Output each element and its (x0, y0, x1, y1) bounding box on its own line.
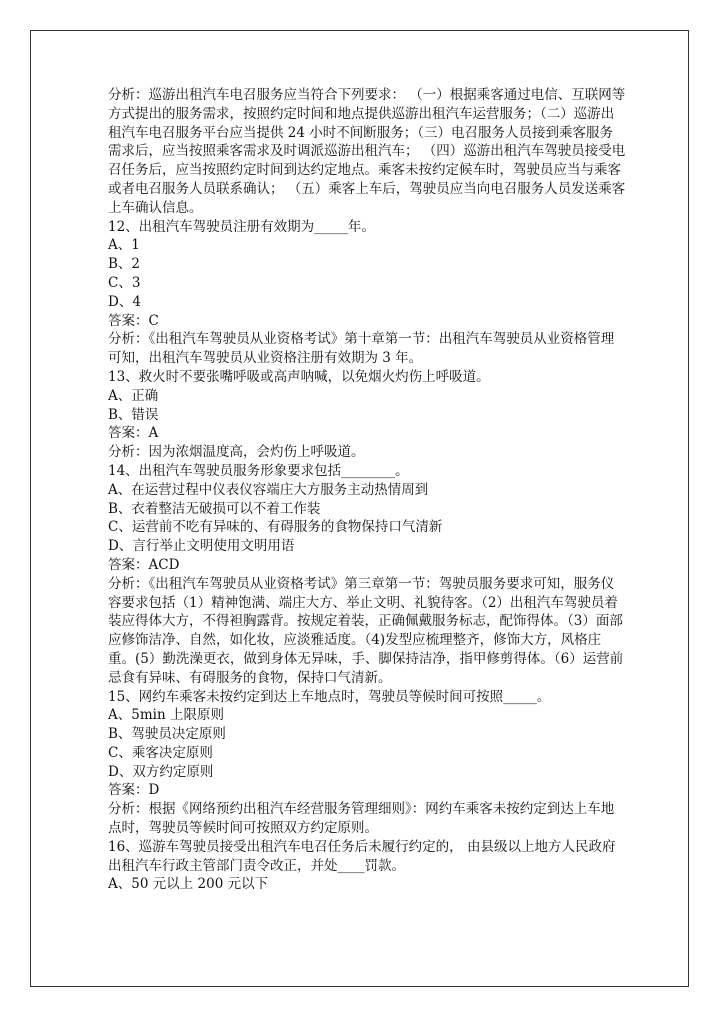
question-14: 14、出租汽车驾驶员服务形象要求包括________。 (108, 462, 409, 479)
option-b: B、错误 (108, 406, 159, 423)
option-a: A、5min 上限原则 (108, 707, 224, 724)
answer: 答案：C (108, 312, 159, 329)
analysis-paragraph: 分析：因为浓烟温度高，会灼伤上呼吸道。 (108, 444, 365, 461)
answer: 答案：A (108, 425, 159, 442)
analysis-paragraph: 分析：根据《网络预约出租汽车经营服务管理细则》：网约车乘客未按约定到达上车地点时，驾驶员等候时间可按照双方约定原则。 (108, 801, 615, 837)
question-13: 13、救火时不要张嘴呼吸或高声呐喊，以免烟火灼伤上呼吸道。 (108, 368, 490, 385)
document-body (108, 86, 626, 894)
option-b: B、2 (108, 256, 141, 273)
option-a: A、1 (108, 237, 140, 254)
option-a: A、50 元以上 200 元以下 (108, 876, 269, 893)
option-d: D、双方约定原则 (108, 763, 214, 780)
option-b: B、驾驶员决定原则 (108, 726, 226, 743)
option-c: C、3 (108, 274, 141, 291)
option-c: C、运营前不吃有异味的、有碍服务的食物保持口气清新 (108, 519, 443, 536)
question-12: 12、出租汽车驾驶员注册有效期为_____年。 (108, 218, 375, 235)
question-16: 16、巡游车驾驶员接受出租汽车电召任务后未履行约定的， 由县级以上地方人民政府出租汽车行政主管部门责令改正，并处____罚款。 (108, 838, 616, 874)
option-a: A、在运营过程中仪表仪容端庄大方服务主动热情周到 (108, 481, 429, 498)
option-d: D、言行举止文明使用文明用语 (108, 538, 295, 555)
analysis-paragraph: 分析：巡游出租汽车电召服务应当符合下列要求： （一）根据乘客通过电信、互联网等方式提出的服务需求，按照约定时间和地点提供巡游出租汽车运营服务；（二）巡游出租汽车电召服务平台应当提供 24 小时不间断服务；（三）电召服务人员接到乘客服务需求后，应当按照乘客需求及时调派巡游出租汽车； （四）巡游出租汽车驾驶员接受电召任务后，应当按照约定时间到达约定地点。乘客未按约定候车时，驾驶员应当与乘客或者电召服务人员联系确认； （五）乘客上车后，驾驶员应当向电召服务人员发送乘客上车确认信息。 (108, 87, 626, 216)
answer: 答案：ACD (108, 556, 180, 573)
option-b: B、衣着整洁无破损可以不着工作装 (108, 500, 321, 517)
question-15: 15、网约车乘客未按约定到达上车地点时，驾驶员等候时间可按照_____。 (108, 688, 551, 705)
option-d: D、4 (108, 293, 141, 310)
option-c: C、乘客决定原则 (108, 744, 213, 761)
option-a: A、正确 (108, 387, 159, 404)
analysis-paragraph: 分析：《出租汽车驾驶员从业资格考试》第十章第一节：出租汽车驾驶员从业资格管理可知，出租汽车驾驶员从业资格注册有效期为 3 年。 (108, 331, 615, 367)
analysis-paragraph: 分析：《出租汽车驾驶员从业资格考试》第三章第一节：驾驶员服务要求可知，服务仪容要求包括（1）精神饱满、端庄大方、举止文明、礼貌待客。（2）出租汽车驾驶员着装应得体大方，不得袒胸露背。按规定着装，正确佩戴服务标志，配饰得体。（3）面部应修饰洁净、自然，如化妆，应淡雅适度。（4)发型应梳理整齐，修饰大方，风格庄重。(5）勤洗澡更衣，做到身体无异味，手、脚保持洁净，指甲修剪得体。（6）运营前忌食有异味、有碍服务的食物，保持口气清新。 (108, 575, 624, 686)
answer: 答案：D (108, 782, 160, 799)
